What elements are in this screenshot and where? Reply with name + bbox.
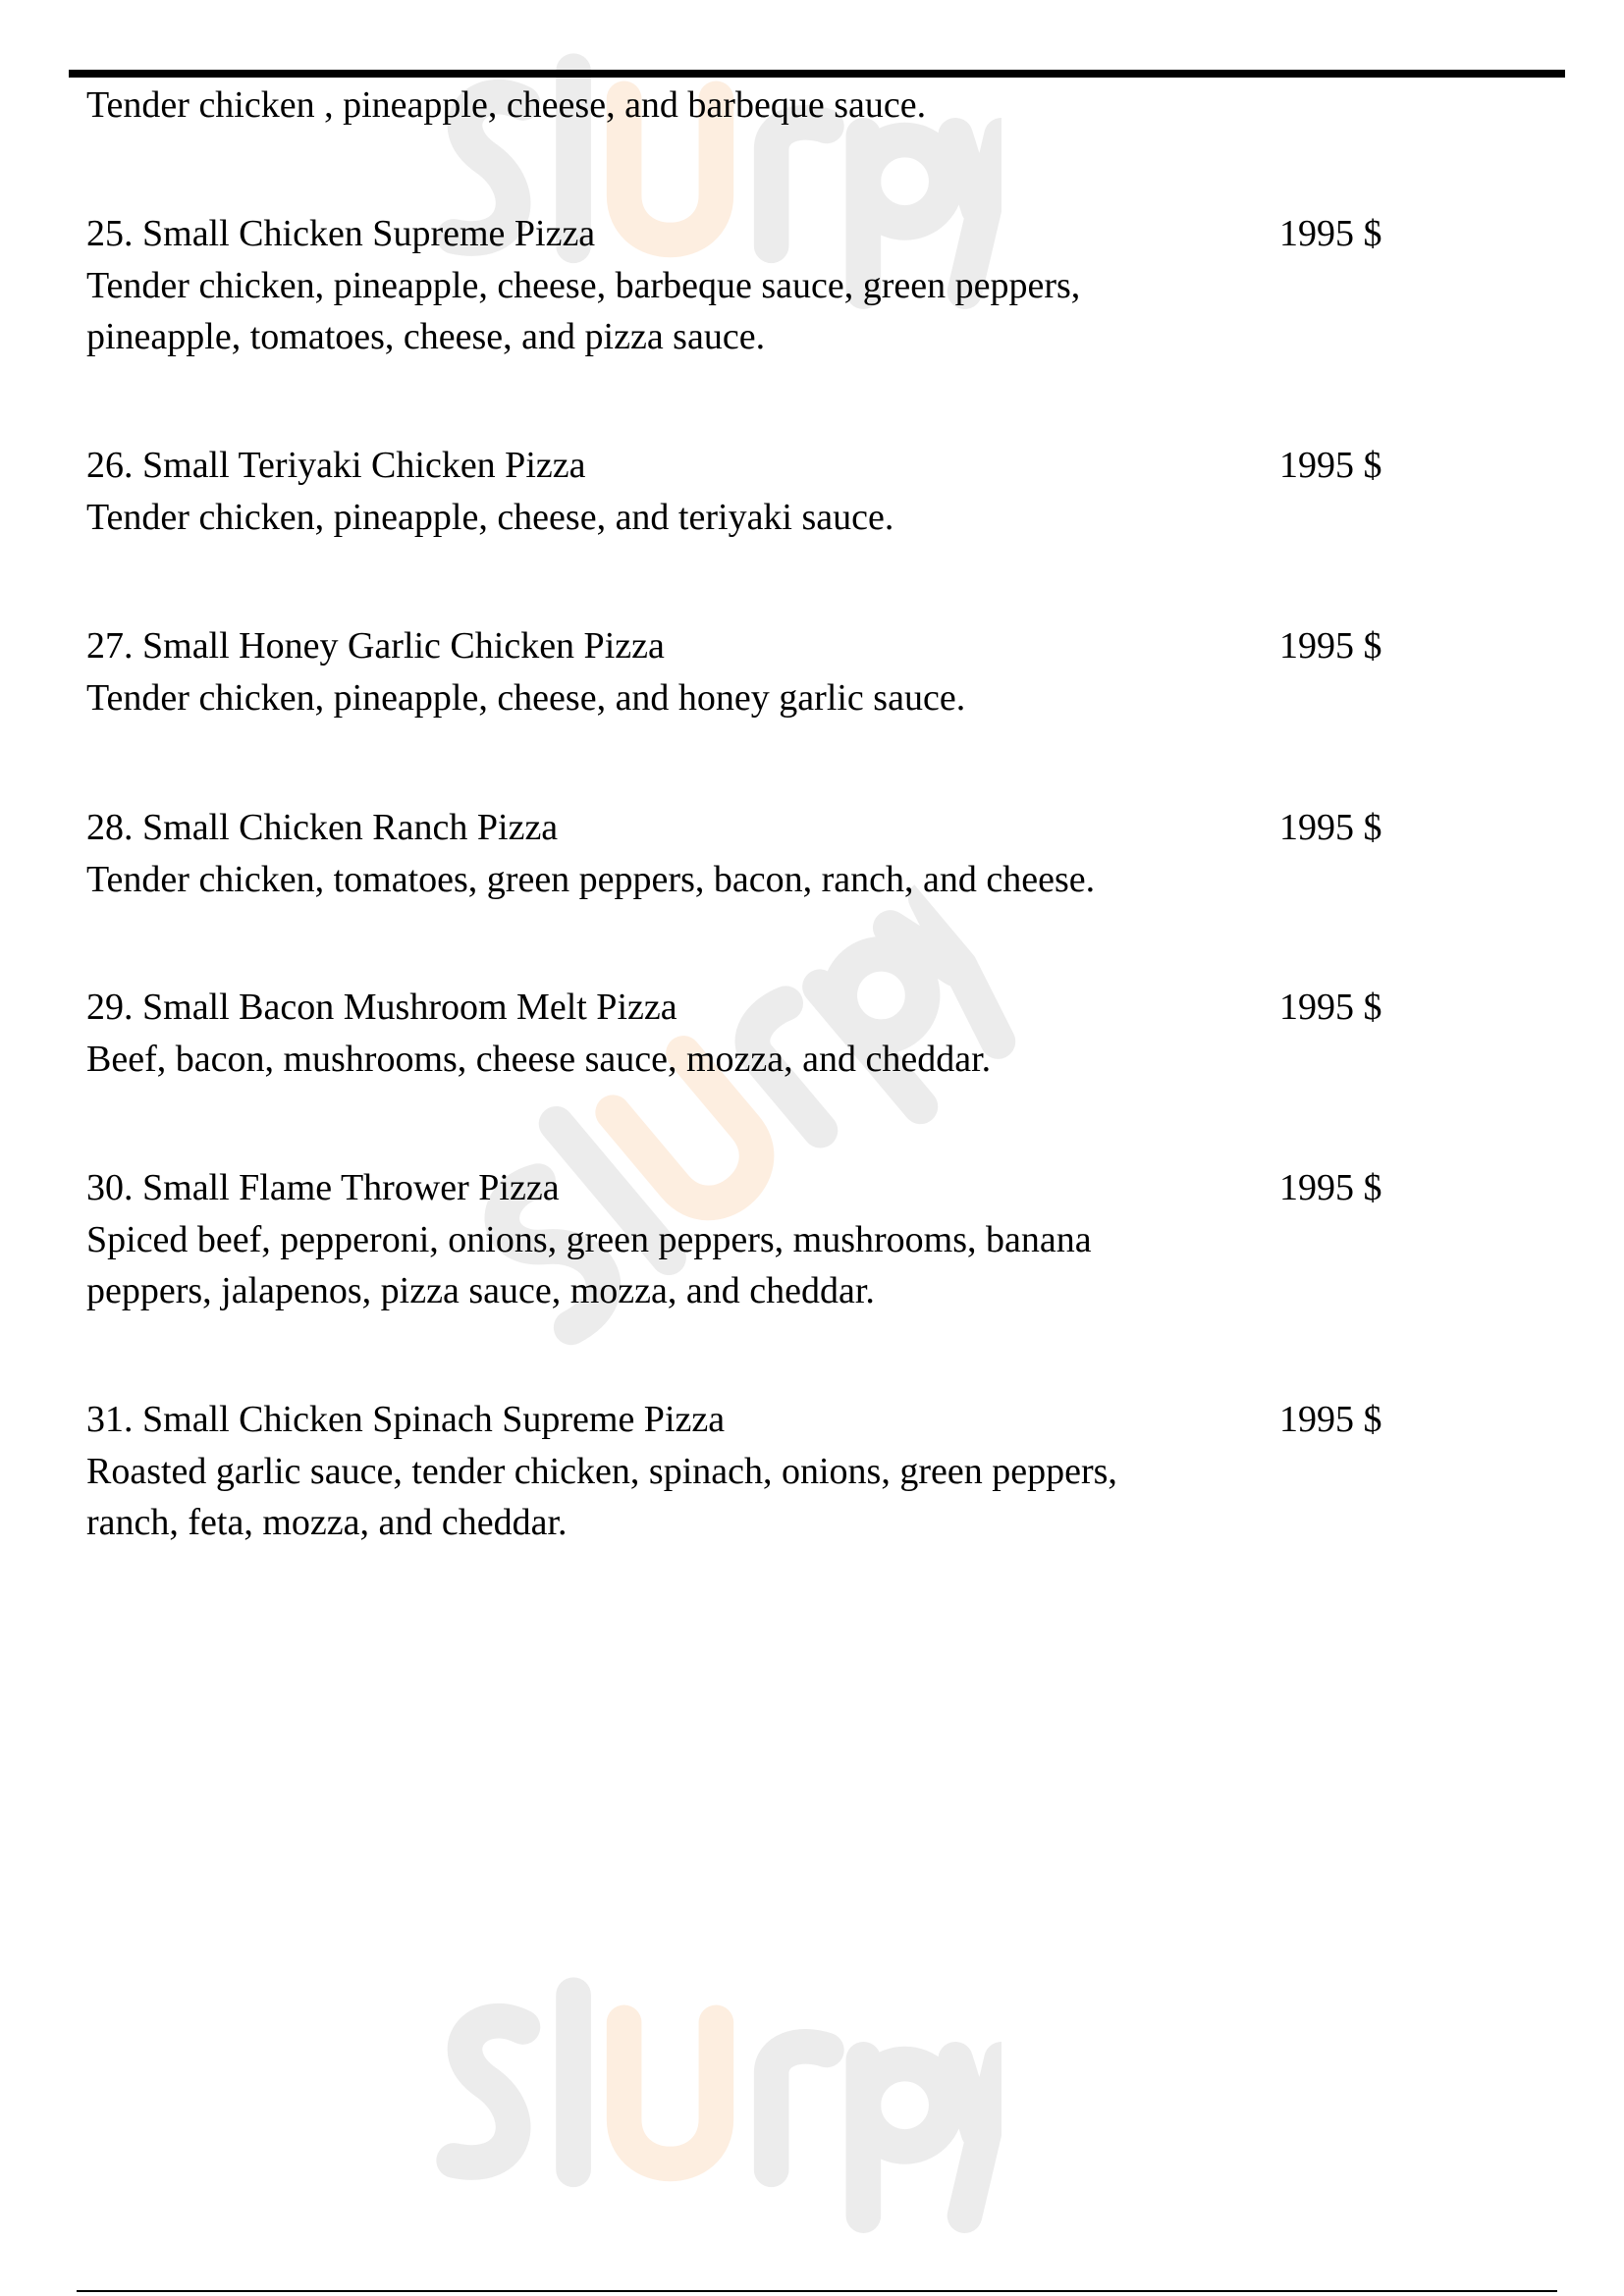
item-description: peppers, jalapenos, pizza sauce, mozza, and cheddar. [86, 1270, 875, 1311]
item-description: ranch, feta, mozza, and cheddar. [86, 1502, 568, 1543]
menu-item [86, 1162, 1559, 1317]
item-title: 29. Small Bacon Mushroom Melt Pizza [86, 987, 677, 1028]
slurpy-logo-icon [412, 825, 1041, 1414]
slurpy-logo-icon [412, 1963, 1001, 2238]
item-title: 27. Small Honey Garlic Chicken Pizza [86, 625, 665, 667]
item-price: 1995 $ [1279, 625, 1382, 667]
item-price: 1995 $ [1279, 445, 1382, 486]
menu-item [86, 620, 1559, 723]
item-price: 1995 $ [1279, 1167, 1382, 1208]
menu-item [86, 982, 1559, 1085]
item-description: Tender chicken, pineapple, cheese, and teriyaki sauce. [86, 496, 894, 538]
item-description: Beef, bacon, mushrooms, cheese sauce, mozza, and cheddar. [86, 1038, 992, 1080]
watermark-logo [412, 1963, 1001, 2238]
item-price: 1995 $ [1279, 807, 1382, 848]
menu-item [86, 208, 1559, 363]
top-rule [69, 70, 1565, 78]
watermark-logo [412, 825, 1041, 1414]
item-description: Tender chicken , pineapple, cheese, and barbeque sauce. [86, 84, 927, 126]
continued-item [86, 80, 1559, 132]
item-description: Tender chicken, tomatoes, green peppers, bacon, ranch, and cheese. [86, 858, 1096, 900]
item-title: 28. Small Chicken Ranch Pizza [86, 807, 559, 848]
item-title: 25. Small Chicken Supreme Pizza [86, 213, 596, 254]
item-description: Spiced beef, pepperoni, onions, green peppers, mushrooms, banana [86, 1218, 1092, 1260]
bottom-rule [77, 2290, 1557, 2292]
item-title: 30. Small Flame Thrower Pizza [86, 1167, 560, 1208]
item-description: Roasted garlic sauce, tender chicken, spinach, onions, green peppers, [86, 1450, 1117, 1492]
menu-item [86, 1394, 1559, 1549]
item-description: pineapple, tomatoes, cheese, and pizza sauce. [86, 316, 766, 357]
item-title: 26. Small Teriyaki Chicken Pizza [86, 445, 586, 486]
item-title: 31. Small Chicken Spinach Supreme Pizza [86, 1399, 726, 1440]
item-price: 1995 $ [1279, 1399, 1382, 1440]
item-price: 1995 $ [1279, 987, 1382, 1028]
menu-item [86, 802, 1559, 905]
item-description: Tender chicken, pineapple, cheese, and honey garlic sauce. [86, 676, 966, 719]
item-description: Tender chicken, pineapple, cheese, barbeque sauce, green peppers, [86, 264, 1081, 306]
menu-item [86, 440, 1559, 543]
item-price: 1995 $ [1279, 213, 1382, 254]
